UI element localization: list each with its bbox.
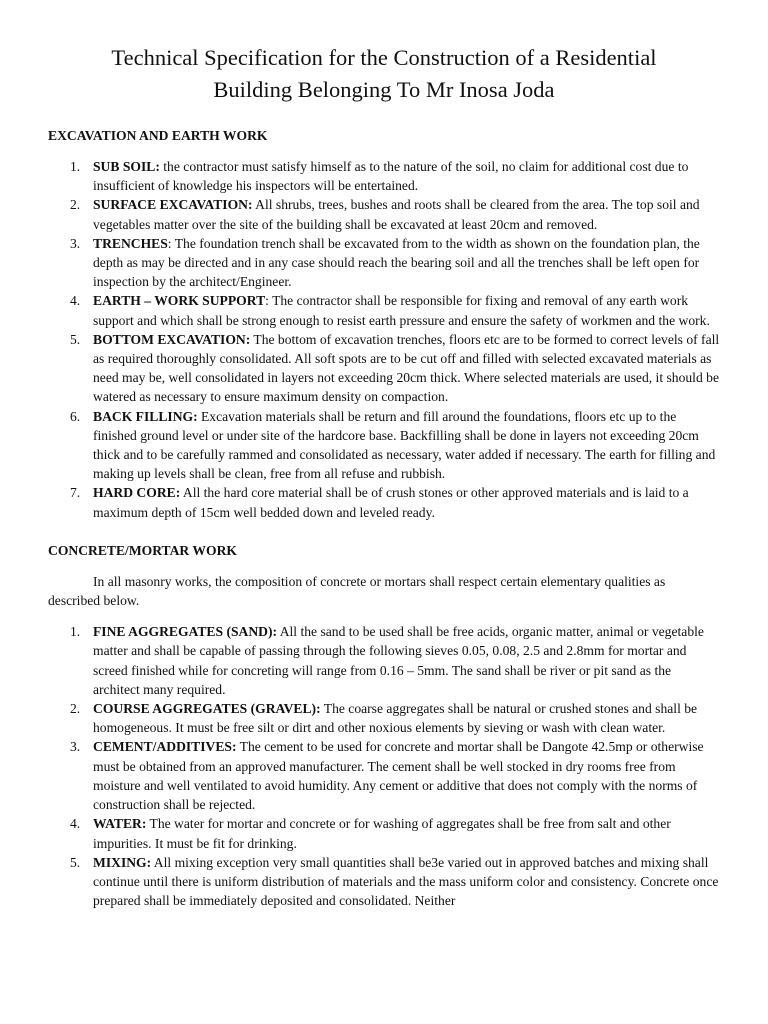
list-item	[0, 195, 768, 233]
item-text: All the hard core material shall be of crush stones or other approved materials and is laid to a maximum depth of 15cm well bedded down and leveled ready.	[93, 485, 689, 520]
document-title	[0, 0, 768, 106]
item-number: 3.	[70, 739, 81, 755]
section-intro: In all masonry works, the composition of concrete or mortars shall respect certain elementary qualities as described below.	[48, 573, 666, 609]
item-number: 1.	[70, 624, 81, 640]
list-item	[0, 407, 768, 484]
item-text: The cement to be used for concrete and mortar shall be Dangote 42.5mp or otherwise must be obtained from an approved manufacturer. The cement shall be well stocked in dry rooms free from moisture and well ventilated to avoid humidity. Any cement or additive that does not comply with the norms of construction shall be rejected.	[93, 739, 704, 813]
list-item	[0, 814, 768, 852]
item-text: Excavation materials shall be return and fill around the foundations, floors etc up to the finished ground level or under site of the hardcore base. Backfilling shall be done in layers not exceeding 20cm thick and to be carefully rammed and consolidated as necessary, water added if necessary. The earth for filling and making up levels shall be clean, free from all refuse and rubbish.	[93, 408, 716, 482]
item-number: 3.	[70, 235, 81, 251]
item-number: 4.	[70, 816, 81, 832]
item-text: All the sand to be used shall be free acids, organic matter, animal or vegetable matter and shall be capable of passing through the following sieves 0.05, 0.08, 2.5 and 2.8mm for mortar and screed finished while for concreting will range from 0.16 – 5mm. The sand shall be river or pit sand as the architect many required.	[93, 624, 704, 697]
item-label: CEMENT/ADDITIVES:	[93, 739, 237, 755]
item-text: The water for mortar and concrete or for washing of aggregates shall be free from salt and other impurities. It must be fit for drinking.	[93, 816, 671, 851]
list-item	[0, 699, 768, 737]
list-item	[0, 853, 768, 911]
concrete-list	[0, 622, 768, 910]
item-number: 6.	[70, 408, 81, 424]
section-heading-excavation: EXCAVATION AND EARTH WORK	[48, 128, 268, 143]
item-label: BOTTOM EXCAVATION:	[93, 331, 251, 347]
item-number: 4.	[70, 293, 81, 309]
title-line-1: Technical Specification for the Construction of a Residential	[111, 45, 657, 70]
item-text: the contractor must satisfy himself as to the nature of the soil, no claim for additional cost due to insufficient of knowledge his inspectors will be entertained.	[93, 159, 689, 194]
item-label: TRENCHES	[93, 235, 168, 251]
item-label: MIXING:	[93, 854, 152, 870]
list-item	[0, 622, 768, 699]
item-label: HARD CORE:	[93, 485, 181, 501]
item-text: The coarse aggregates shall be natural or crushed stones and shall be homogeneous. It must be free silt or dirt and other noxious elements by sieving or wash with clean water.	[93, 701, 698, 736]
list-item	[0, 157, 768, 195]
item-text: All shrubs, trees, bushes and roots shall be cleared from the area. The top soil and vegetables matter over the site of the building shall be excavated at least 20cm and removed.	[93, 197, 700, 232]
item-number: 5.	[70, 331, 81, 347]
item-number: 2.	[70, 701, 81, 717]
item-label: BACK FILLING:	[93, 408, 198, 424]
item-number: 7.	[70, 485, 81, 501]
item-label: COURSE AGGREGATES (GRAVEL):	[93, 701, 321, 717]
excavation-list	[0, 157, 768, 522]
item-label: WATER:	[93, 816, 147, 832]
list-item	[0, 291, 768, 329]
item-number: 1.	[70, 159, 81, 174]
item-label: FINE AGGREGATES (SAND):	[93, 624, 278, 640]
item-label: SUB SOIL:	[93, 159, 160, 174]
item-text: : The contractor shall be responsible for fixing and removal of any earth work support and which shall be strong enough to resist earth pressure and ensure the safety of workmen and the work.	[93, 293, 710, 328]
item-number: 2.	[70, 197, 81, 213]
list-item	[0, 737, 768, 814]
item-text: : The foundation trench shall be excavated from to the width as shown on the foundation plan, the depth as may be directed and in any case should reach the bearing soil and all the trenches shall be left open for inspection by the architect/Engineer.	[93, 235, 700, 290]
item-text: The bottom of excavation trenches, floors etc are to be formed to correct levels of fall as required thoroughly consolidated. All soft spots are to be cut off and filled with selected excavated materials as need may be, well consolidated in layers not exceeding 20cm thick. Where selected materials are used, it should be watered as necessary to ensure maximum density on compaction.	[93, 331, 720, 405]
title-line-2: Building Belonging To Mr Inosa Joda	[213, 77, 555, 102]
item-label: SURFACE EXCAVATION:	[93, 197, 253, 213]
list-item	[0, 483, 768, 521]
item-label: EARTH – WORK SUPPORT	[93, 293, 266, 309]
item-text: All mixing exception very small quantities shall be3e varied out in approved batches and mixing shall continue until there is uniform distribution of materials and the mass uniform color and consistency. Concrete once prepared shall be immediately deposited and consolidated. Neither	[93, 854, 719, 909]
item-number: 5.	[70, 854, 81, 870]
list-item	[0, 234, 768, 292]
section-heading-concrete: CONCRETE/MORTAR WORK	[48, 542, 237, 558]
list-item	[0, 330, 768, 407]
